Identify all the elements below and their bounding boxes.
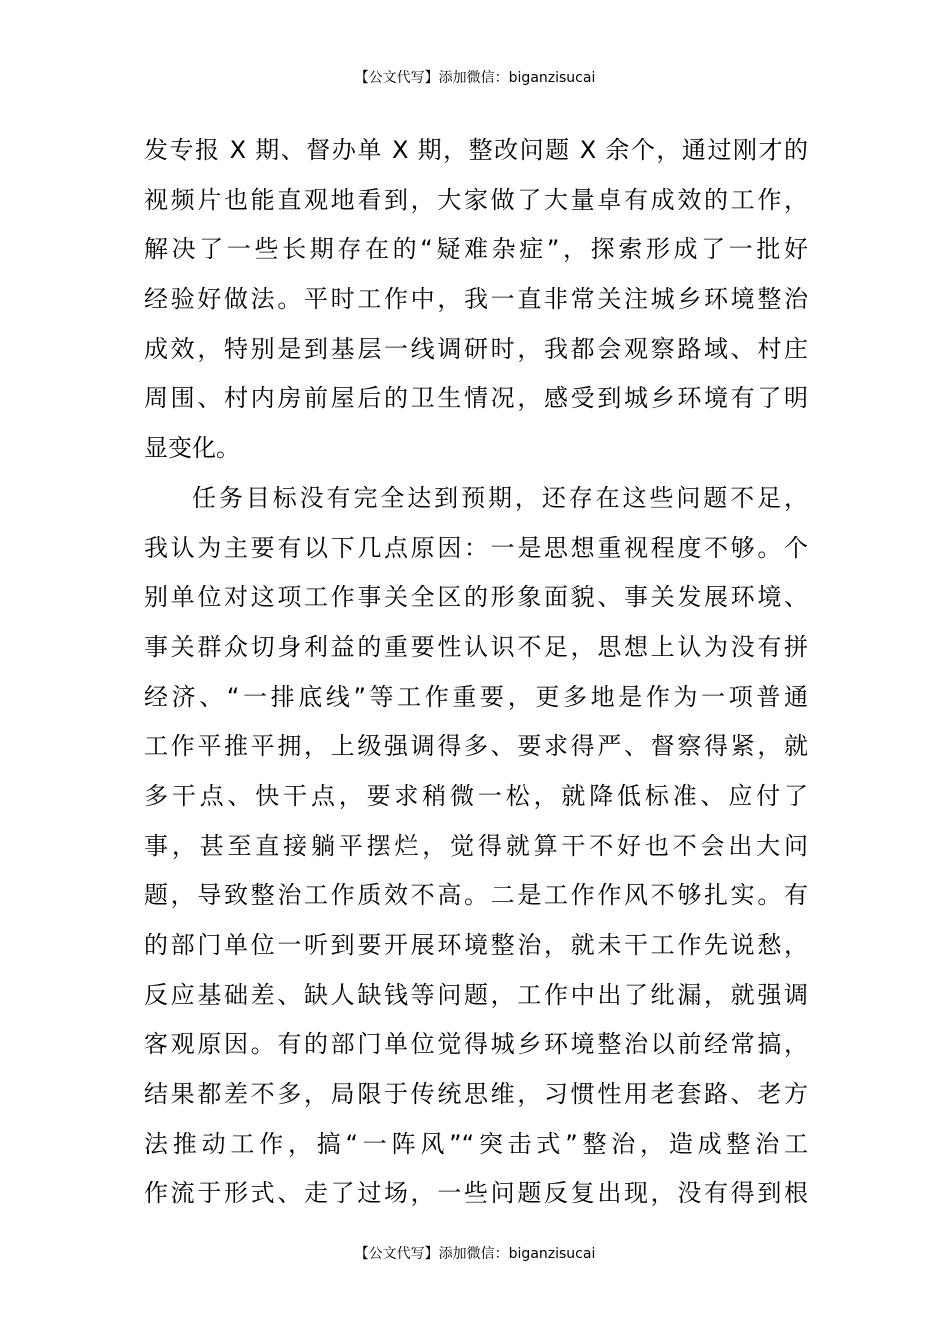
text-line: 显变化。: [144, 434, 240, 463]
text-line: 作流于形式、走了过场，一些问题反复出现，没有得到根: [144, 1179, 808, 1208]
text-line: 客观原因。有的部门单位觉得城乡环境整治以前经常搞，: [144, 1030, 808, 1059]
text-line: 解决了一些长期存在的“疑难杂症”，探索形成了一批好: [144, 235, 808, 264]
text-line: 周围、村内房前屋后的卫生情况，感受到城乡环境有了明: [144, 384, 808, 413]
text-line: 我认为主要有以下几点原因：一是思想重视程度不够。个: [144, 533, 808, 562]
text-line: 工作平推平拥，上级强调得多、要求得严、督察得紧，就: [144, 732, 808, 761]
text-line: 法推动工作，搞“一阵风”“突击式”整治，造成整治工: [144, 1129, 808, 1158]
page-footer: 【公文代写】添加微信：biganzisucai: [354, 1246, 596, 1262]
text-line: 经济、“一排底线”等工作重要，更多地是作为一项普通: [144, 682, 808, 711]
text-line: 结果都差不多，局限于传统思维，习惯性用老套路、老方: [144, 1080, 808, 1109]
text-line: 事，甚至直接躺平摆烂，觉得就算干不好也不会出大问: [144, 831, 808, 860]
text-line: 成效，特别是到基层一线调研时，我都会观察路域、村庄: [144, 334, 808, 363]
text-line: 事关群众切身利益的重要性认识不足，思想上认为没有拼: [144, 632, 808, 661]
page-header: 【公文代写】添加微信：biganzisucai: [354, 70, 596, 86]
text-line: 任务目标没有完全达到预期，还存在这些问题不足，: [192, 483, 808, 512]
text-line: 别单位对这项工作事关全区的形象面貌、事关发展环境、: [144, 583, 808, 612]
text-line: 发专报 X 期、督办单 X 期，整改问题 X 余个，通过刚才的: [144, 136, 808, 164]
text-line: 多干点、快干点，要求稍微一松，就降低标准、应付了: [144, 781, 808, 810]
text-line: 题，导致整治工作质效不高。二是工作作风不够扎实。有: [144, 881, 808, 910]
text-line: 反应基础差、缺人缺钱等问题，工作中出了纰漏，就强调: [144, 980, 808, 1009]
document-body: [144, 126, 808, 1219]
text-line: 经验好做法。平时工作中，我一直非常关注城乡环境整治: [144, 285, 808, 314]
text-line: 视频片也能直观地看到，大家做了大量卓有成效的工作，: [144, 185, 808, 214]
text-line: 的部门单位一听到要开展环境整治，就未干工作先说愁，: [144, 931, 808, 959]
